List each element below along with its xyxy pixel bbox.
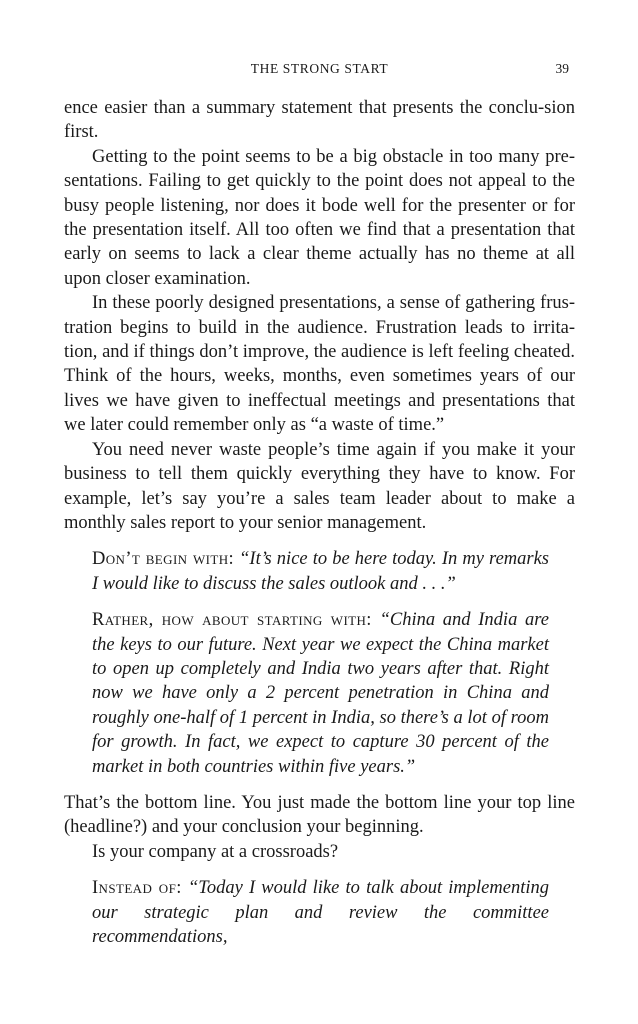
example-quote: “Today I would like to talk about implementing our strategic plan and review the committee recommendations, (92, 878, 549, 947)
example-lead: Instead of: (92, 878, 182, 899)
example-lead: Rather, how about starting with: (92, 610, 372, 631)
paragraph-never-waste-time: You need never waste people’s time again if you make it your business to tell them quickly everything they have to know. For example, let’s say you’re a sales team leader about to make a monthly sales report to your senior management. (64, 439, 575, 533)
running-title: THE STRONG START (250, 61, 389, 76)
paragraph-crossroads: Is your company at a crossroads? (92, 841, 339, 862)
example-quote: “It’s nice to be here today. In my remarks I would like to discuss the sales outlook and . . .” (92, 549, 550, 594)
example-quote: “China and India are the keys to our future. Next year we expect the China market to open up completely and India two years after that. Right now we have only a 2 percent penetration in China and roughly one-half of 1 percent in India, so there’s a lot of room for growth. In fact, we expect to capture 30 percent of the market in both countries within five years.” (92, 610, 550, 777)
paragraph-poor-presentations: In these poorly designed presentations, a sense of gathering frus-tration begins to build in the audience. Frustration leads to irrita-tion, and if things don’t improve, the audience is left feeling cheated. Think of the hours, weeks, months, even sometimes years of our lives we have given to ineffectual meetings and presentations that we later could remember only as “a waste of time.” (64, 293, 575, 436)
paragraph-continued: ence easier than a summary statement that presents the conclu-sion first. (64, 98, 575, 143)
running-head (64, 61, 575, 81)
example-rather-start (92, 608, 549, 779)
paragraph-bottom-line: That’s the bottom line. You just made the bottom line your top line (headline?) and your conclusion your beginning. (64, 792, 575, 838)
example-instead-of (92, 876, 549, 949)
example-dont-begin (92, 547, 549, 596)
body-text (64, 96, 575, 949)
page-number: 39 (555, 61, 569, 76)
example-lead: Don’t begin with: (92, 549, 235, 570)
paragraph-getting-to-point: Getting to the point seems to be a big obstacle in too many pre-sentations. Failing to get quickly to the point does not appeal to the busy people listening, nor does it bode well for the presenter or for the presentation itself. All too often we find that a presentation that early on seems to lack a clear theme actually has no theme at all upon closer examination. (64, 146, 575, 289)
